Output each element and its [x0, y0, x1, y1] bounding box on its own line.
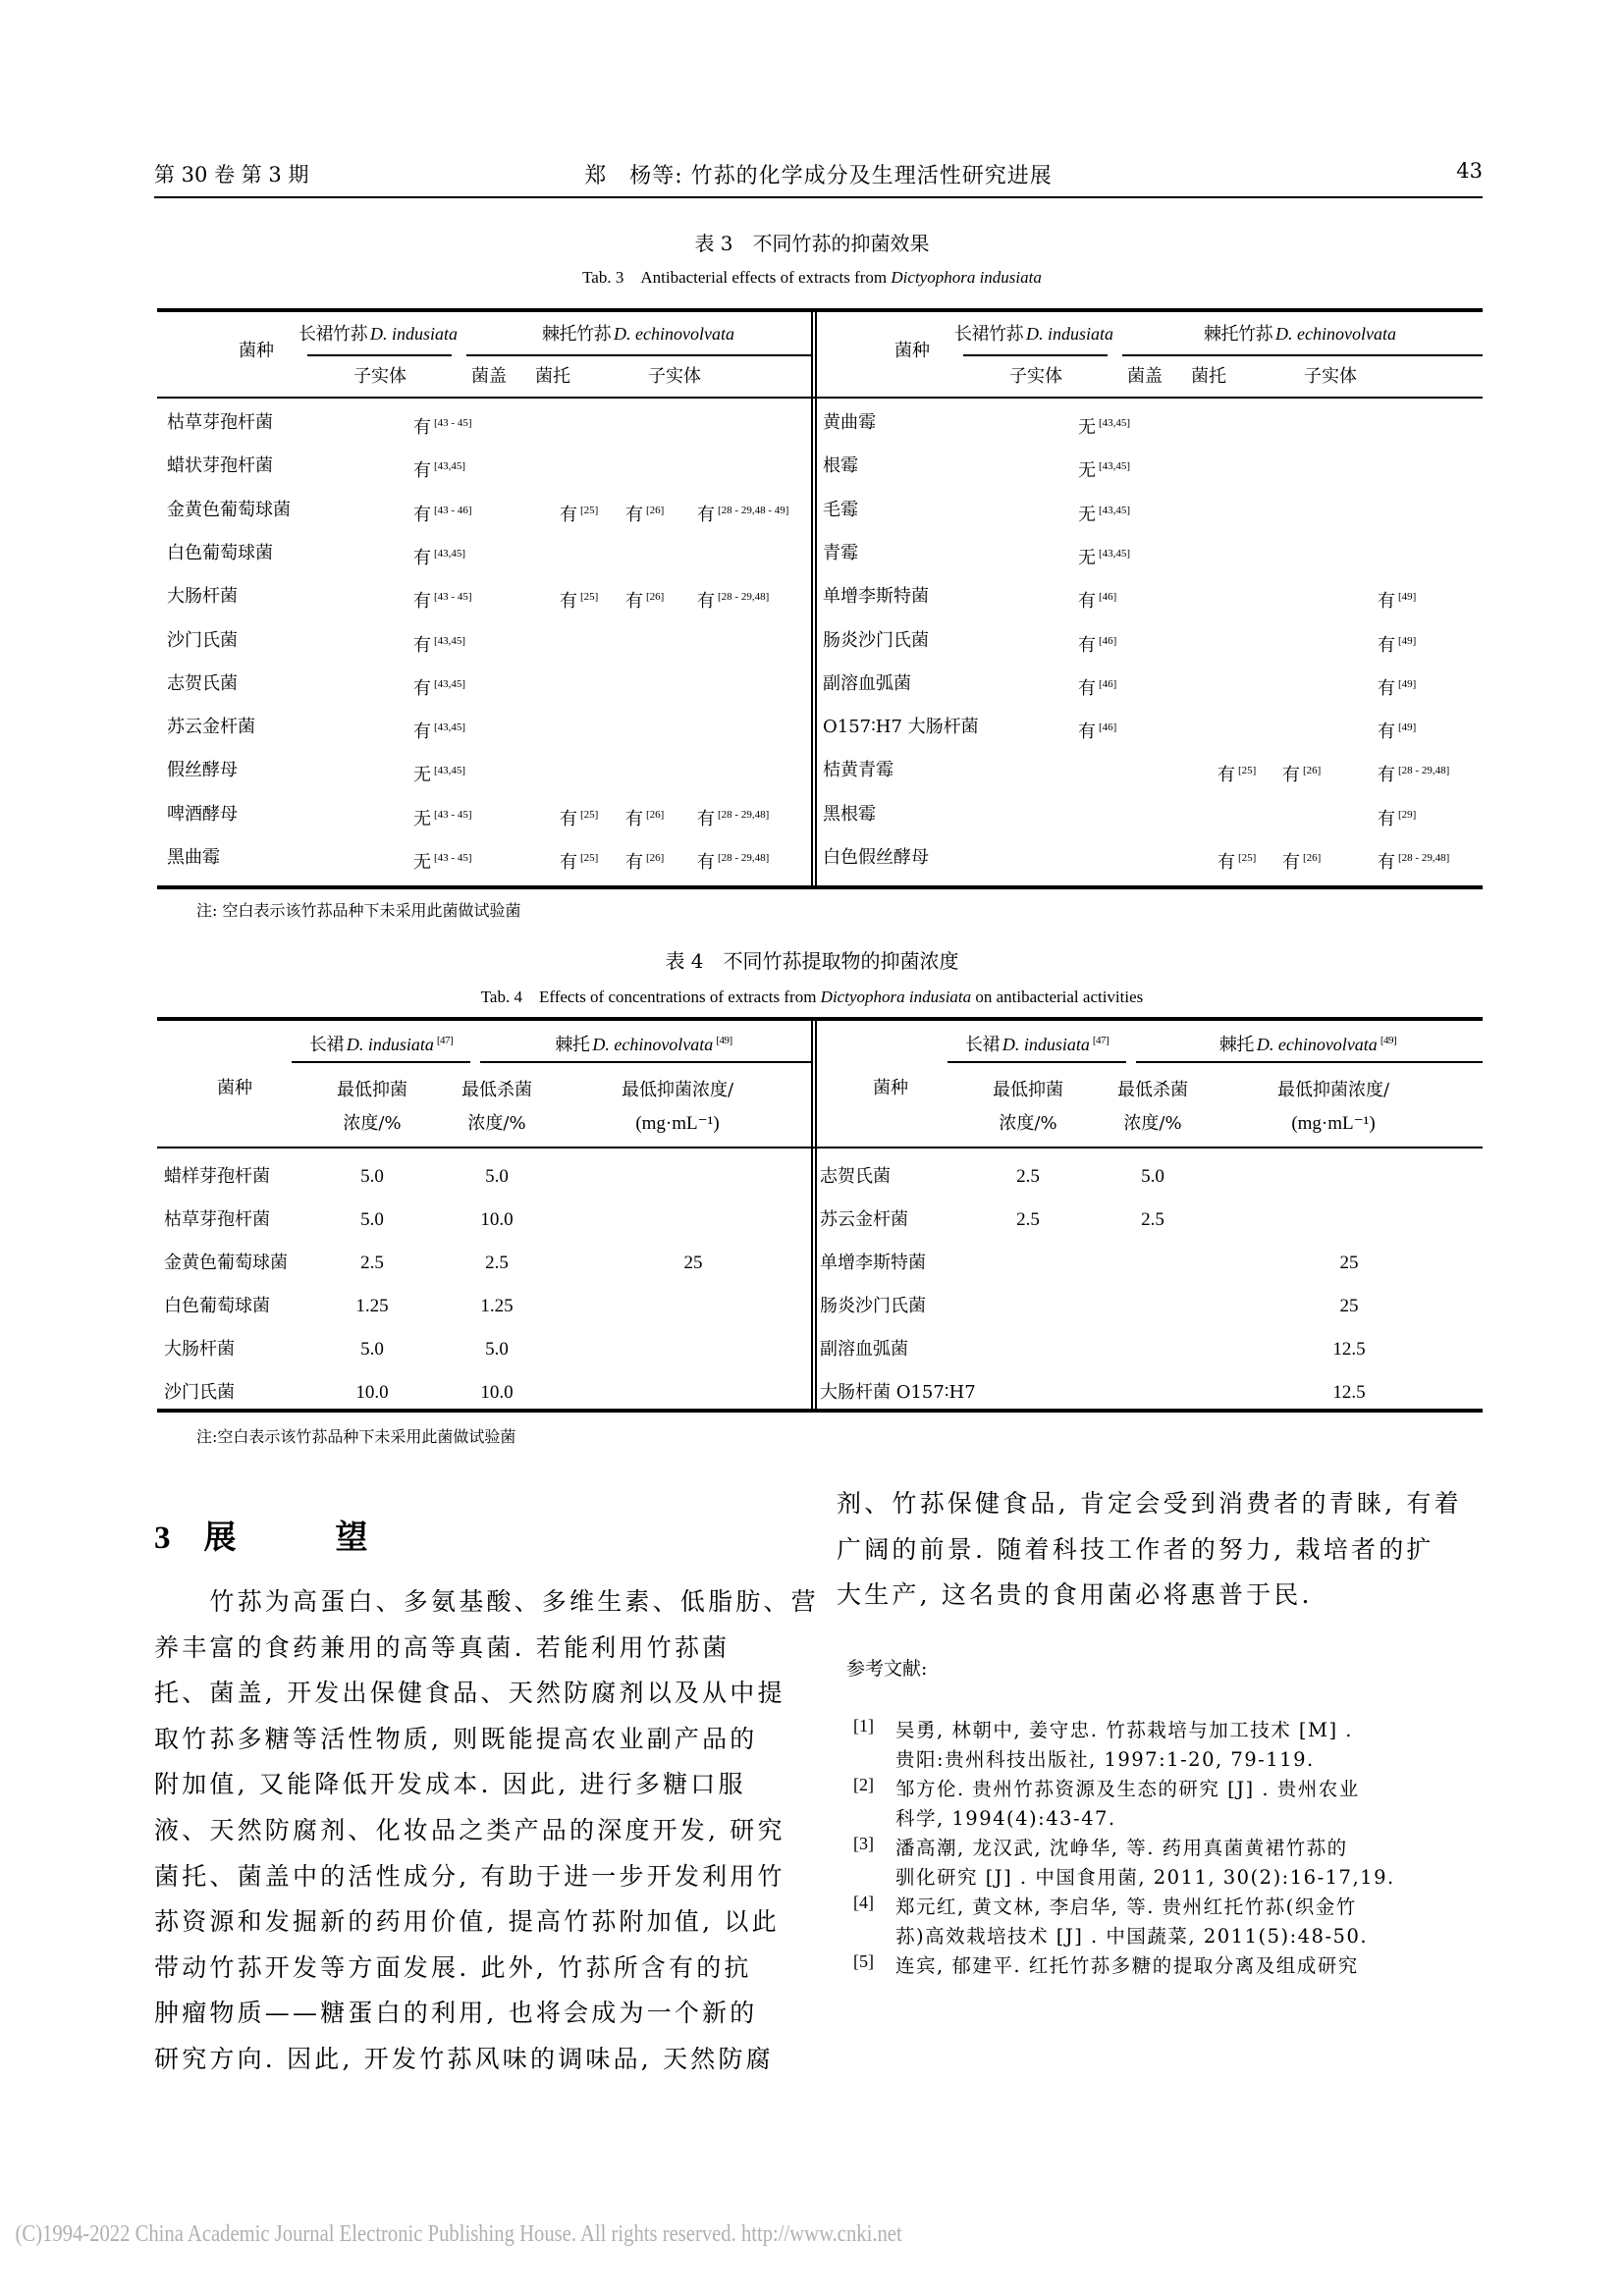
body-line: 剂、竹荪保健食品, 肯定会受到消费者的青睐, 有着 [837, 1489, 1462, 1518]
table3-cell-volva [625, 847, 664, 874]
activity-mark: 无 [413, 765, 431, 786]
table3-cell-cap [560, 847, 598, 874]
table3-header-group2 [1125, 323, 1475, 346]
table4-caption-en-text: Tab. 4 Effects of concentrations of extracts from [480, 988, 821, 1006]
table4-cell-mic: 5.0 [360, 1339, 384, 1360]
citation: [26] [1303, 852, 1322, 864]
group2-latin: D. echinovolvata [592, 1035, 714, 1054]
table4-header-mic2-line2: (mg·mL⁻¹) [635, 1113, 720, 1134]
table4-top-rule [157, 1017, 1483, 1021]
activity-mark: 有 [1078, 591, 1096, 613]
table4-header-species: 菌种 [217, 1078, 252, 1098]
table4-header-group2 [480, 1030, 807, 1056]
citation: [43,45] [1099, 417, 1131, 429]
table4-row-species: 大肠杆菌 [164, 1339, 235, 1360]
table3-group2-underline-left [466, 354, 811, 356]
group2-cn: 棘托竹荪 [1204, 324, 1273, 345]
citation: [46] [1099, 677, 1117, 690]
table4-cell-mbc: 1.25 [480, 1296, 514, 1316]
table4-header-mic2-line2: (mg·mL⁻¹) [1291, 1113, 1376, 1134]
table4-row-species: 蜡样芽孢杆菌 [164, 1166, 270, 1187]
activity-mark: 有 [413, 460, 431, 482]
group2-cn: 棘托 [1218, 1035, 1254, 1055]
table3-cell-ind [413, 630, 465, 657]
table4-header-mbc-line2: 浓度/% [1123, 1113, 1182, 1134]
table3-row-species: 志贺氏菌 [167, 672, 238, 694]
group1-cn: 长裙竹荪 [953, 324, 1023, 345]
table4-note: 注:空白表示该竹荪品种下未采用此菌做试验菌 [196, 1427, 516, 1446]
activity-mark: 有 [413, 677, 431, 699]
citation: [43,45] [1099, 460, 1131, 473]
table3-header-rule [157, 397, 1483, 399]
group1-latin: D. indusiata [346, 1035, 434, 1054]
table4-row-species: 志贺氏菌 [820, 1166, 891, 1187]
table4-cell-mic: 1.25 [355, 1296, 389, 1316]
citation: [28 - 29,48] [1398, 765, 1450, 777]
table4-header-mic-line2: 浓度/% [999, 1113, 1057, 1134]
citation: [49] [1398, 677, 1417, 690]
table4-header-mic-line1: 最低抑菌 [337, 1080, 407, 1100]
table3-header-volva: 菌托 [1191, 366, 1226, 387]
table4-cell-mic2: 12.5 [1332, 1382, 1366, 1403]
table3-cell-volva [1282, 847, 1321, 874]
table4-row-species: 枯草芽孢杆菌 [164, 1209, 270, 1230]
body-line: 肿瘤物质——糖蛋白的利用, 也将会成为一个新的 [154, 1999, 758, 2028]
table4-divider-right [815, 1019, 817, 1410]
reference-number: [3] [853, 1834, 874, 1853]
group2-latin: D. echinovolvata [1256, 1035, 1378, 1054]
table4-cell-mic: 2.5 [360, 1253, 384, 1273]
activity-mark: 有 [1378, 634, 1395, 656]
body-line: 取竹荪多糖等活性物质, 则既能提高农业副产品的 [154, 1724, 758, 1753]
body-line: 广阔的前景. 随着科技工作者的努力, 栽培者的扩 [837, 1534, 1435, 1564]
table3-divider-left [811, 310, 813, 887]
activity-mark: 有 [560, 852, 577, 873]
table3-header-fruit-ind: 子实体 [1009, 366, 1062, 387]
table4-row-species: 副溶血弧菌 [820, 1339, 908, 1360]
activity-mark: 有 [560, 504, 577, 525]
activity-mark: 有 [1078, 634, 1096, 656]
table4-caption-cn: 表 4 不同竹荪提取物的抑菌浓度 [665, 949, 959, 973]
table4-group2-underline-left [480, 1061, 811, 1063]
citation: [49] [1398, 721, 1417, 734]
table4-divider-left [811, 1019, 813, 1410]
table4-cell-mic: 2.5 [1016, 1166, 1040, 1187]
activity-mark: 有 [697, 808, 715, 829]
table4-row-species: 大肠杆菌 O157∶H7 [820, 1382, 976, 1403]
activity-mark: 有 [1282, 765, 1300, 786]
table4-header-group2 [1136, 1030, 1480, 1056]
table3-cell-ind [1078, 543, 1130, 569]
table4-cell-mic: 10.0 [355, 1382, 389, 1403]
table4-cell-mbc: 10.0 [480, 1382, 514, 1403]
activity-mark: 有 [1378, 591, 1395, 613]
table3-cell-cap [560, 804, 598, 830]
citation: [46] [1099, 634, 1117, 647]
activity-mark: 有 [560, 808, 577, 829]
table4-cell-mic: 5.0 [360, 1209, 384, 1230]
activity-mark: 有 [1078, 677, 1096, 699]
citation: [28 - 29,48] [718, 808, 770, 821]
table4-header-group1 [292, 1030, 470, 1056]
reference-text: 邹方伦. 贵州竹荪资源及生态的研究 [J] . 贵州农业 [895, 1778, 1360, 1800]
citation: [26] [646, 852, 665, 864]
table4-header-mbc-line1: 最低杀菌 [461, 1080, 532, 1100]
activity-mark: 有 [625, 591, 643, 613]
table4-cell-mbc: 2.5 [1141, 1209, 1164, 1230]
section-number: 3 [154, 1521, 171, 1556]
citation: [43 - 46] [434, 504, 472, 516]
activity-mark: 有 [560, 591, 577, 613]
table3-cell-ind [413, 673, 465, 700]
table3-cell-ind [413, 500, 472, 526]
activity-mark: 有 [413, 547, 431, 568]
citation: [43,45] [434, 721, 466, 734]
table3-cell-cap [560, 500, 598, 526]
table4-group1-underline-right [947, 1061, 1126, 1063]
citation: [43 - 45] [434, 591, 472, 604]
table3-row-species: 金黄色葡萄球菌 [167, 499, 291, 520]
body-line: 大生产, 这名贵的食用菌必将惠普于民. [837, 1580, 1313, 1610]
table4-row-species: 苏云金杆菌 [820, 1209, 908, 1230]
table4-header-mic2-line1: 最低抑菌浓度/ [621, 1080, 734, 1100]
table3-header-fruit-echi: 子实体 [648, 366, 701, 387]
table3-cell-ind [413, 760, 465, 786]
section-heading [154, 1512, 402, 1558]
table3-cell-fruit [697, 804, 769, 830]
article-running-title: 郑 杨等: 竹荪的化学成分及生理活性研究进展 [584, 164, 1053, 188]
running-head [154, 157, 1483, 198]
table4-group2-underline-right [1136, 1061, 1483, 1063]
table3-row-species: 蜡状芽孢杆菌 [167, 455, 273, 477]
body-line: 带动竹荪开发等方面发展. 此外, 竹荪所含有的抗 [154, 1952, 752, 1982]
activity-mark: 有 [1378, 808, 1395, 829]
group1-cn: 长裙 [308, 1035, 344, 1055]
activity-mark: 无 [1078, 417, 1096, 438]
table4-bottom-rule [157, 1409, 1483, 1413]
table3-row-species: 枯草芽孢杆菌 [167, 412, 273, 433]
body-line: 荪资源和发掘新的药用价值, 提高竹荪附加值, 以此 [154, 1907, 780, 1937]
table3-row-species: 青霉 [823, 542, 858, 563]
table3-cell-ind [413, 455, 465, 482]
group2-citation: [49] [1380, 1035, 1397, 1046]
body-line: 托、菌盖, 开发出保健食品、天然防腐剂以及从中提 [154, 1679, 785, 1708]
activity-mark: 无 [1078, 504, 1096, 525]
table4-cell-mbc: 5.0 [485, 1166, 509, 1187]
citation: [43,45] [434, 634, 466, 647]
group1-latin: D. indusiata [369, 324, 458, 344]
activity-mark: 有 [1378, 852, 1395, 873]
activity-mark: 有 [413, 417, 431, 438]
table4-row-species: 肠炎沙门氏菌 [820, 1296, 926, 1316]
activity-mark: 有 [625, 808, 643, 829]
group2-cn: 棘托竹荪 [542, 324, 612, 345]
reference-number: [2] [853, 1775, 874, 1794]
reference-text: 郑元红, 黄文林, 李启华, 等. 贵州红托竹荪(织金竹 [895, 1896, 1357, 1918]
table4-cell-mbc: 10.0 [480, 1209, 514, 1230]
reference-text: 驯化研究 [J] . 中国食用菌, 2011, 30(2):16-17,19. [895, 1866, 1395, 1889]
activity-mark: 有 [413, 721, 431, 743]
group1-cn: 长裙 [964, 1035, 1000, 1055]
table4-header-mbc-line2: 浓度/% [467, 1113, 526, 1134]
table4-caption-en-suffix: on antibacterial activities [971, 988, 1144, 1006]
activity-mark: 有 [413, 504, 431, 525]
table3-row-species: 副溶血弧菌 [823, 672, 911, 694]
table3-cell-fruit [697, 847, 769, 874]
table3-note: 注: 空白表示该竹荪品种下未采用此菌做试验菌 [196, 901, 521, 920]
table3-header-species: 菌种 [894, 341, 930, 361]
body-line: 养丰富的食药兼用的高等真菌. 若能利用竹荪菌 [154, 1632, 731, 1662]
table4-header-mic-line1: 最低抑菌 [993, 1080, 1063, 1100]
table3-row-species: 根霉 [823, 455, 858, 477]
table3-row-species: 肠炎沙门氏菌 [823, 629, 929, 651]
reference-text: 潘高潮, 龙汉武, 沈峥华, 等. 药用真菌黄裙竹荪的 [895, 1837, 1348, 1859]
table3-row-species: O157∶H7 大肠杆菌 [823, 717, 979, 738]
citation: [28 - 29,48 - 49] [718, 504, 789, 516]
citation: [43 - 45] [434, 417, 472, 429]
section-title: 展 望 [203, 1518, 402, 1556]
table4-cell-mic: 2.5 [1016, 1209, 1040, 1230]
reference-text: 吴勇, 林朝中, 姜守忠. 竹荪栽培与加工技术 [M] . [895, 1719, 1353, 1741]
activity-mark: 有 [625, 504, 643, 525]
reference-number: [5] [853, 1951, 874, 1971]
page-number: 43 [1456, 159, 1483, 183]
table3-row-species: 黑根霉 [823, 803, 876, 825]
table4-header-mic2-line1: 最低抑菌浓度/ [1276, 1080, 1390, 1100]
table3-group2-underline-right [1122, 354, 1483, 356]
table3-cell-ind [1078, 673, 1116, 700]
citation: [43,45] [434, 765, 466, 777]
table3-group1-underline-left [307, 354, 452, 356]
table3-row-species: 单增李斯特菌 [823, 586, 929, 608]
table3-row-species: 白色葡萄球菌 [167, 542, 273, 563]
table3-cell-cap [1218, 760, 1256, 786]
table3-caption-cn: 表 3 不同竹荪的抑菌效果 [694, 232, 930, 255]
table3-cell-fruit [697, 500, 788, 526]
table3-cell-fruit [1378, 804, 1416, 830]
citation: [25] [1238, 765, 1257, 777]
table4-header-mic-line2: 浓度/% [343, 1113, 402, 1134]
citation: [26] [646, 504, 665, 516]
table4-cell-mic2: 25 [1339, 1253, 1359, 1273]
table3-row-species: 黄曲霉 [823, 412, 876, 433]
citation: [28 - 29,48] [1398, 852, 1450, 864]
table4-cell-mic2: 25 [1339, 1296, 1359, 1316]
table3-row-species: 苏云金杆菌 [167, 717, 255, 738]
activity-mark: 有 [1218, 765, 1235, 786]
citation: [43,45] [434, 677, 466, 690]
journal-volume: 第 30 卷 第 3 期 [154, 163, 309, 187]
citation: [43,45] [434, 547, 466, 560]
citation: [43 - 45] [434, 852, 472, 864]
group2-cn: 棘托 [555, 1035, 590, 1055]
table4-cell-mic: 5.0 [360, 1166, 384, 1187]
table4-header-rule [157, 1147, 1483, 1148]
reference-text: 连宾, 郁建平. 红托竹荪多糖的提取分离及组成研究 [895, 1954, 1359, 1977]
table3-cell-volva [625, 500, 664, 526]
table3-caption-en [0, 263, 1624, 288]
table3-row-species: 毛霉 [823, 499, 858, 520]
table4-cell-mbc: 5.0 [485, 1339, 509, 1360]
group2-latin: D. echinovolvata [614, 324, 734, 344]
citation: [26] [1303, 765, 1322, 777]
table4-group1-underline-left [292, 1061, 470, 1063]
activity-mark: 无 [1078, 547, 1096, 568]
table3-cell-fruit [1378, 760, 1449, 786]
table3-row-species: 假丝酵母 [167, 760, 238, 781]
citation: [28 - 29,48] [718, 852, 770, 864]
table4-cell-mic2: 12.5 [1332, 1339, 1366, 1360]
table3-cell-cap [1218, 847, 1256, 874]
table3-caption-en-italic: Dictyophora indusiata [891, 268, 1042, 287]
body-line: 附加值, 又能降低开发成本. 因此, 进行多糖口服 [154, 1770, 746, 1799]
activity-mark: 有 [697, 591, 715, 613]
table3-row-species: 黑曲霉 [167, 847, 220, 868]
table3-cell-fruit [1378, 586, 1416, 613]
table3-cell-volva [625, 804, 664, 830]
activity-mark: 有 [1378, 765, 1395, 786]
table3-cell-ind [413, 412, 472, 439]
table4-cell-mic2: 25 [683, 1253, 703, 1273]
table4-row-species: 金黄色葡萄球菌 [164, 1253, 288, 1273]
table3-cell-fruit [1378, 673, 1416, 700]
table3-row-species: 啤酒酵母 [167, 803, 238, 825]
activity-mark: 有 [1078, 721, 1096, 743]
activity-mark: 有 [625, 852, 643, 873]
citation: [28 - 29,48] [718, 591, 770, 604]
table3-row-species: 桔黄青霉 [823, 760, 893, 781]
citation: [43,45] [1099, 504, 1131, 516]
citation: [49] [1398, 634, 1417, 647]
group1-citation: [47] [436, 1035, 454, 1046]
table3-row-species: 沙门氏菌 [167, 629, 238, 651]
citation: [46] [1099, 721, 1117, 734]
table3-cell-ind [413, 717, 465, 743]
table3-cell-ind [1078, 586, 1116, 613]
reference-text: 荪)高效栽培技术 [J] . 中国蔬菜, 2011(5):48-50. [895, 1925, 1369, 1948]
activity-mark: 有 [413, 591, 431, 613]
reference-number: [4] [853, 1893, 874, 1912]
activity-mark: 无 [413, 852, 431, 873]
table4-row-species: 单增李斯特菌 [820, 1253, 926, 1273]
table3-cell-cap [560, 586, 598, 613]
citation: [25] [580, 504, 599, 516]
activity-mark: 有 [413, 634, 431, 656]
citation: [46] [1099, 591, 1117, 604]
activity-mark: 有 [697, 504, 715, 525]
citation: [43,45] [1099, 547, 1131, 560]
reference-number: [1] [853, 1716, 874, 1735]
table4-row-species: 白色葡萄球菌 [164, 1296, 270, 1316]
references-heading: 参考文献: [846, 1658, 928, 1680]
table3-cell-ind [1078, 717, 1116, 743]
table3-cell-ind [413, 586, 472, 613]
table3-header-group1 [950, 323, 1117, 346]
table4-caption-en-italic: Dictyophora indusiata [820, 988, 972, 1006]
table4-header-mbc-line1: 最低杀菌 [1117, 1080, 1188, 1100]
body-line: 菌托、菌盖中的活性成分, 有助于进一步开发利用竹 [154, 1861, 785, 1891]
group2-citation: [49] [716, 1035, 732, 1046]
table3-cell-fruit [1378, 717, 1416, 743]
citation: [25] [580, 852, 599, 864]
activity-mark: 有 [1378, 721, 1395, 743]
body-line: 竹荪为高蛋白、多氨基酸、多维生素、低脂肪、营 [154, 1587, 819, 1616]
table3-cell-ind [1078, 500, 1130, 526]
citation: [26] [646, 808, 665, 821]
group1-latin: D. indusiata [1001, 1035, 1090, 1054]
table3-cell-ind [413, 804, 472, 830]
table3-group1-underline-right [963, 354, 1108, 356]
table3-cell-volva [1282, 760, 1321, 786]
activity-mark: 有 [1218, 852, 1235, 873]
group1-citation: [47] [1092, 1035, 1110, 1046]
table3-cell-ind [413, 543, 465, 569]
table4-header-group1 [947, 1030, 1126, 1056]
citation: [26] [646, 591, 665, 604]
activity-mark: 有 [1282, 852, 1300, 873]
table3-header-cap: 菌盖 [471, 366, 507, 387]
activity-mark: 有 [1378, 677, 1395, 699]
table3-cell-ind [413, 847, 472, 874]
citation: [29] [1398, 808, 1417, 821]
group1-latin: D. indusiata [1025, 324, 1113, 344]
table3-header-volva: 菌托 [535, 366, 570, 387]
copyright-footer: (C)1994-2022 China Academic Journal Electronic Publishing House. All rights reserved. http://www.cnki.net [15, 2221, 902, 2247]
body-line: 液、天然防腐剂、化妆品之类产品的深度开发, 研究 [154, 1816, 785, 1844]
activity-mark: 无 [413, 808, 431, 829]
table4-caption-en [0, 983, 1624, 1007]
table4-cell-mbc: 2.5 [485, 1253, 509, 1273]
body-line: 研究方向. 因此, 开发竹荪风味的调味品, 天然防腐 [154, 2045, 774, 2073]
table3-cell-fruit [1378, 630, 1416, 657]
table3-cell-ind [1078, 455, 1130, 482]
table4-cell-mbc: 5.0 [1141, 1166, 1164, 1187]
table3-bottom-rule [157, 885, 1483, 889]
table3-row-species: 大肠杆菌 [167, 586, 238, 608]
table3-header-cap: 菌盖 [1127, 366, 1163, 387]
table3-header-fruit-ind: 子实体 [353, 366, 406, 387]
table3-header-fruit-echi: 子实体 [1304, 366, 1357, 387]
citation: [25] [580, 808, 599, 821]
table3-caption-en-text: Tab. 3 Antibacterial effects of extracts from [582, 268, 892, 287]
table3-header-species: 菌种 [239, 341, 274, 361]
table3-cell-volva [625, 586, 664, 613]
reference-text: 贵阳:贵州科技出版社, 1997:1-20, 79-119. [895, 1748, 1315, 1771]
activity-mark: 有 [697, 852, 715, 873]
table3-header-group2 [469, 323, 807, 346]
table3-header-group1 [295, 323, 461, 346]
table3-cell-ind [1078, 412, 1130, 439]
citation: [49] [1398, 591, 1417, 604]
citation: [43,45] [434, 460, 466, 473]
citation: [43 - 45] [434, 808, 472, 821]
table3-cell-fruit [1378, 847, 1449, 874]
citation: [25] [580, 591, 599, 604]
group2-latin: D. echinovolvata [1275, 324, 1396, 344]
table3-cell-fruit [697, 586, 769, 613]
table3-cell-ind [1078, 630, 1116, 657]
table4-header-species: 菌种 [873, 1078, 908, 1098]
table4-row-species: 沙门氏菌 [164, 1382, 235, 1403]
table3-row-species: 白色假丝酵母 [823, 847, 929, 868]
citation: [25] [1238, 852, 1257, 864]
reference-text: 科学, 1994(4):43-47. [895, 1807, 1116, 1830]
table3-divider-right [815, 310, 817, 887]
group1-cn: 长裙竹荪 [298, 324, 367, 345]
activity-mark: 无 [1078, 460, 1096, 482]
table3-top-rule [157, 308, 1483, 312]
